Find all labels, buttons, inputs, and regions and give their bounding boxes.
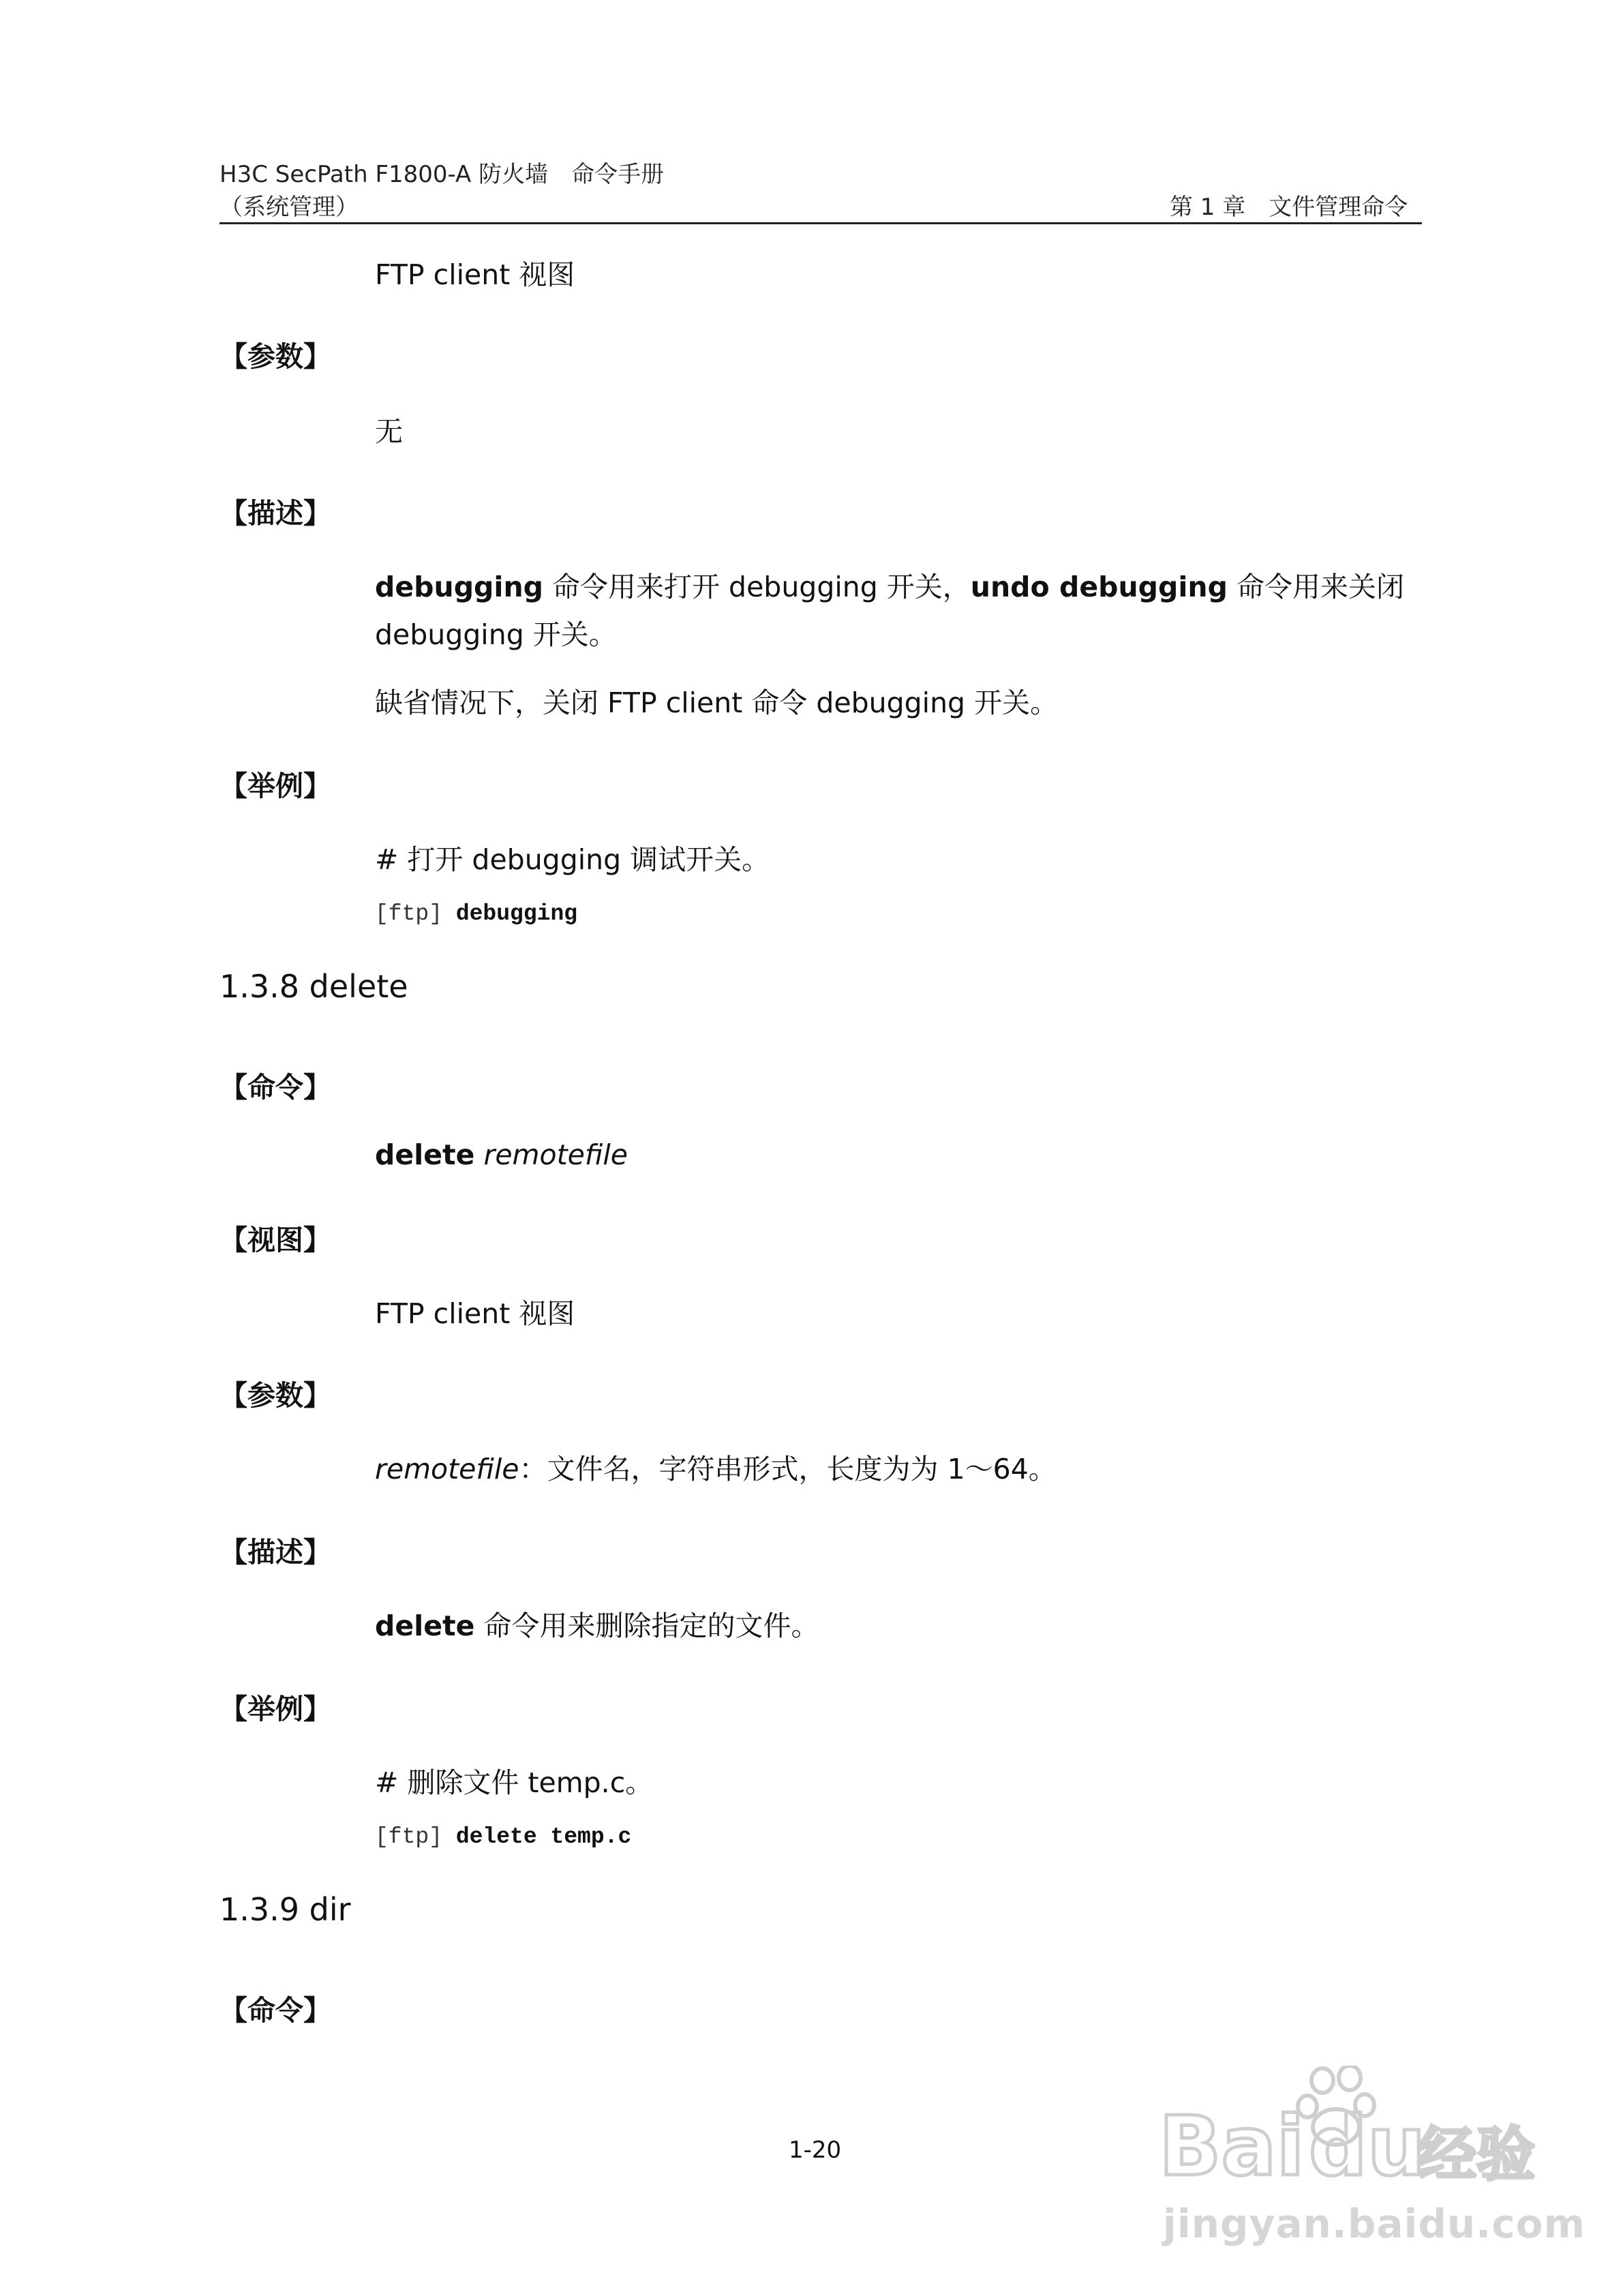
description-text: [375, 1603, 819, 1644]
section-heading-view: 【视图】: [219, 1224, 331, 1256]
section-heading-command: 【命令】: [219, 1994, 331, 2027]
header-chapter: 第 1 章 文件管理命令: [1170, 194, 1408, 221]
svg-text:Bai: Bai: [1159, 2100, 1305, 2194]
svg-text:du: du: [1309, 2100, 1426, 2194]
description-text: 命令用来关闭: [1227, 571, 1404, 603]
command-keyword: delete: [375, 1610, 475, 1642]
header-subtitle: （系统管理）: [219, 194, 359, 221]
section-heading-example: 【举例】: [219, 1693, 331, 1725]
description-sentence: 命令用来删除指定的文件。: [474, 1610, 819, 1642]
section-heading-params: 【参数】: [219, 340, 331, 373]
command-keyword: undo debugging: [970, 571, 1228, 603]
section-heading-params: 【参数】: [219, 1379, 331, 1412]
code-prompt: [ftp]: [375, 901, 456, 926]
example-text: # 删除文件 temp.c。: [375, 1766, 654, 1799]
example-code: [375, 901, 577, 926]
section-heading-command: 【命令】: [219, 1071, 331, 1104]
description-paragraph-2: 缺省情况下，关闭 FTP client 命令 debugging 开关。: [375, 686, 1059, 719]
command-keyword: debugging: [375, 571, 543, 603]
example-code: [375, 1824, 631, 1849]
params-text: 无: [375, 415, 403, 448]
page-number: 1-20: [789, 2136, 842, 2164]
header-divider: [219, 222, 1422, 224]
section-heading-example: 【举例】: [219, 770, 331, 802]
command-keyword: delete: [375, 1138, 475, 1171]
command-argument: remotefile: [474, 1138, 628, 1171]
param-description: ：文件名，字符串形式，长度为为 1～64。: [519, 1453, 1057, 1485]
description-line-2: debugging 开关。: [375, 618, 617, 651]
param-name: remotefile: [375, 1453, 519, 1485]
example-text: # 打开 debugging 调试开关。: [375, 843, 770, 876]
command-syntax: [375, 1138, 628, 1171]
params-text: [375, 1447, 1057, 1487]
watermark-url: jingyan.baidu.com: [1163, 2201, 1586, 2247]
description-text: 命令用来打开 debugging 开关，: [543, 571, 971, 603]
section-heading-description: 【描述】: [219, 497, 331, 530]
code-command: delete temp.c: [455, 1824, 632, 1849]
description-line-1: [375, 564, 1422, 605]
section-heading-description: 【描述】: [219, 1536, 331, 1569]
baidu-paw-icon: [1159, 2066, 1541, 2202]
section-title-dir: 1.3.9 dir: [219, 1891, 351, 1928]
code-prompt: [ftp]: [375, 1824, 456, 1849]
baidu-watermark-logo: [1159, 2066, 1541, 2202]
svg-text:经验: 经验: [1418, 2121, 1535, 2189]
header-title: H3C SecPath F1800-A 防火墙 命令手册: [219, 161, 665, 188]
description-sentence: [375, 564, 1404, 605]
code-command: debugging: [455, 901, 578, 926]
section-title-delete: 1.3.8 delete: [219, 968, 408, 1005]
view-text: FTP client 视图: [375, 1297, 575, 1330]
view-text: FTP client 视图: [375, 258, 575, 291]
